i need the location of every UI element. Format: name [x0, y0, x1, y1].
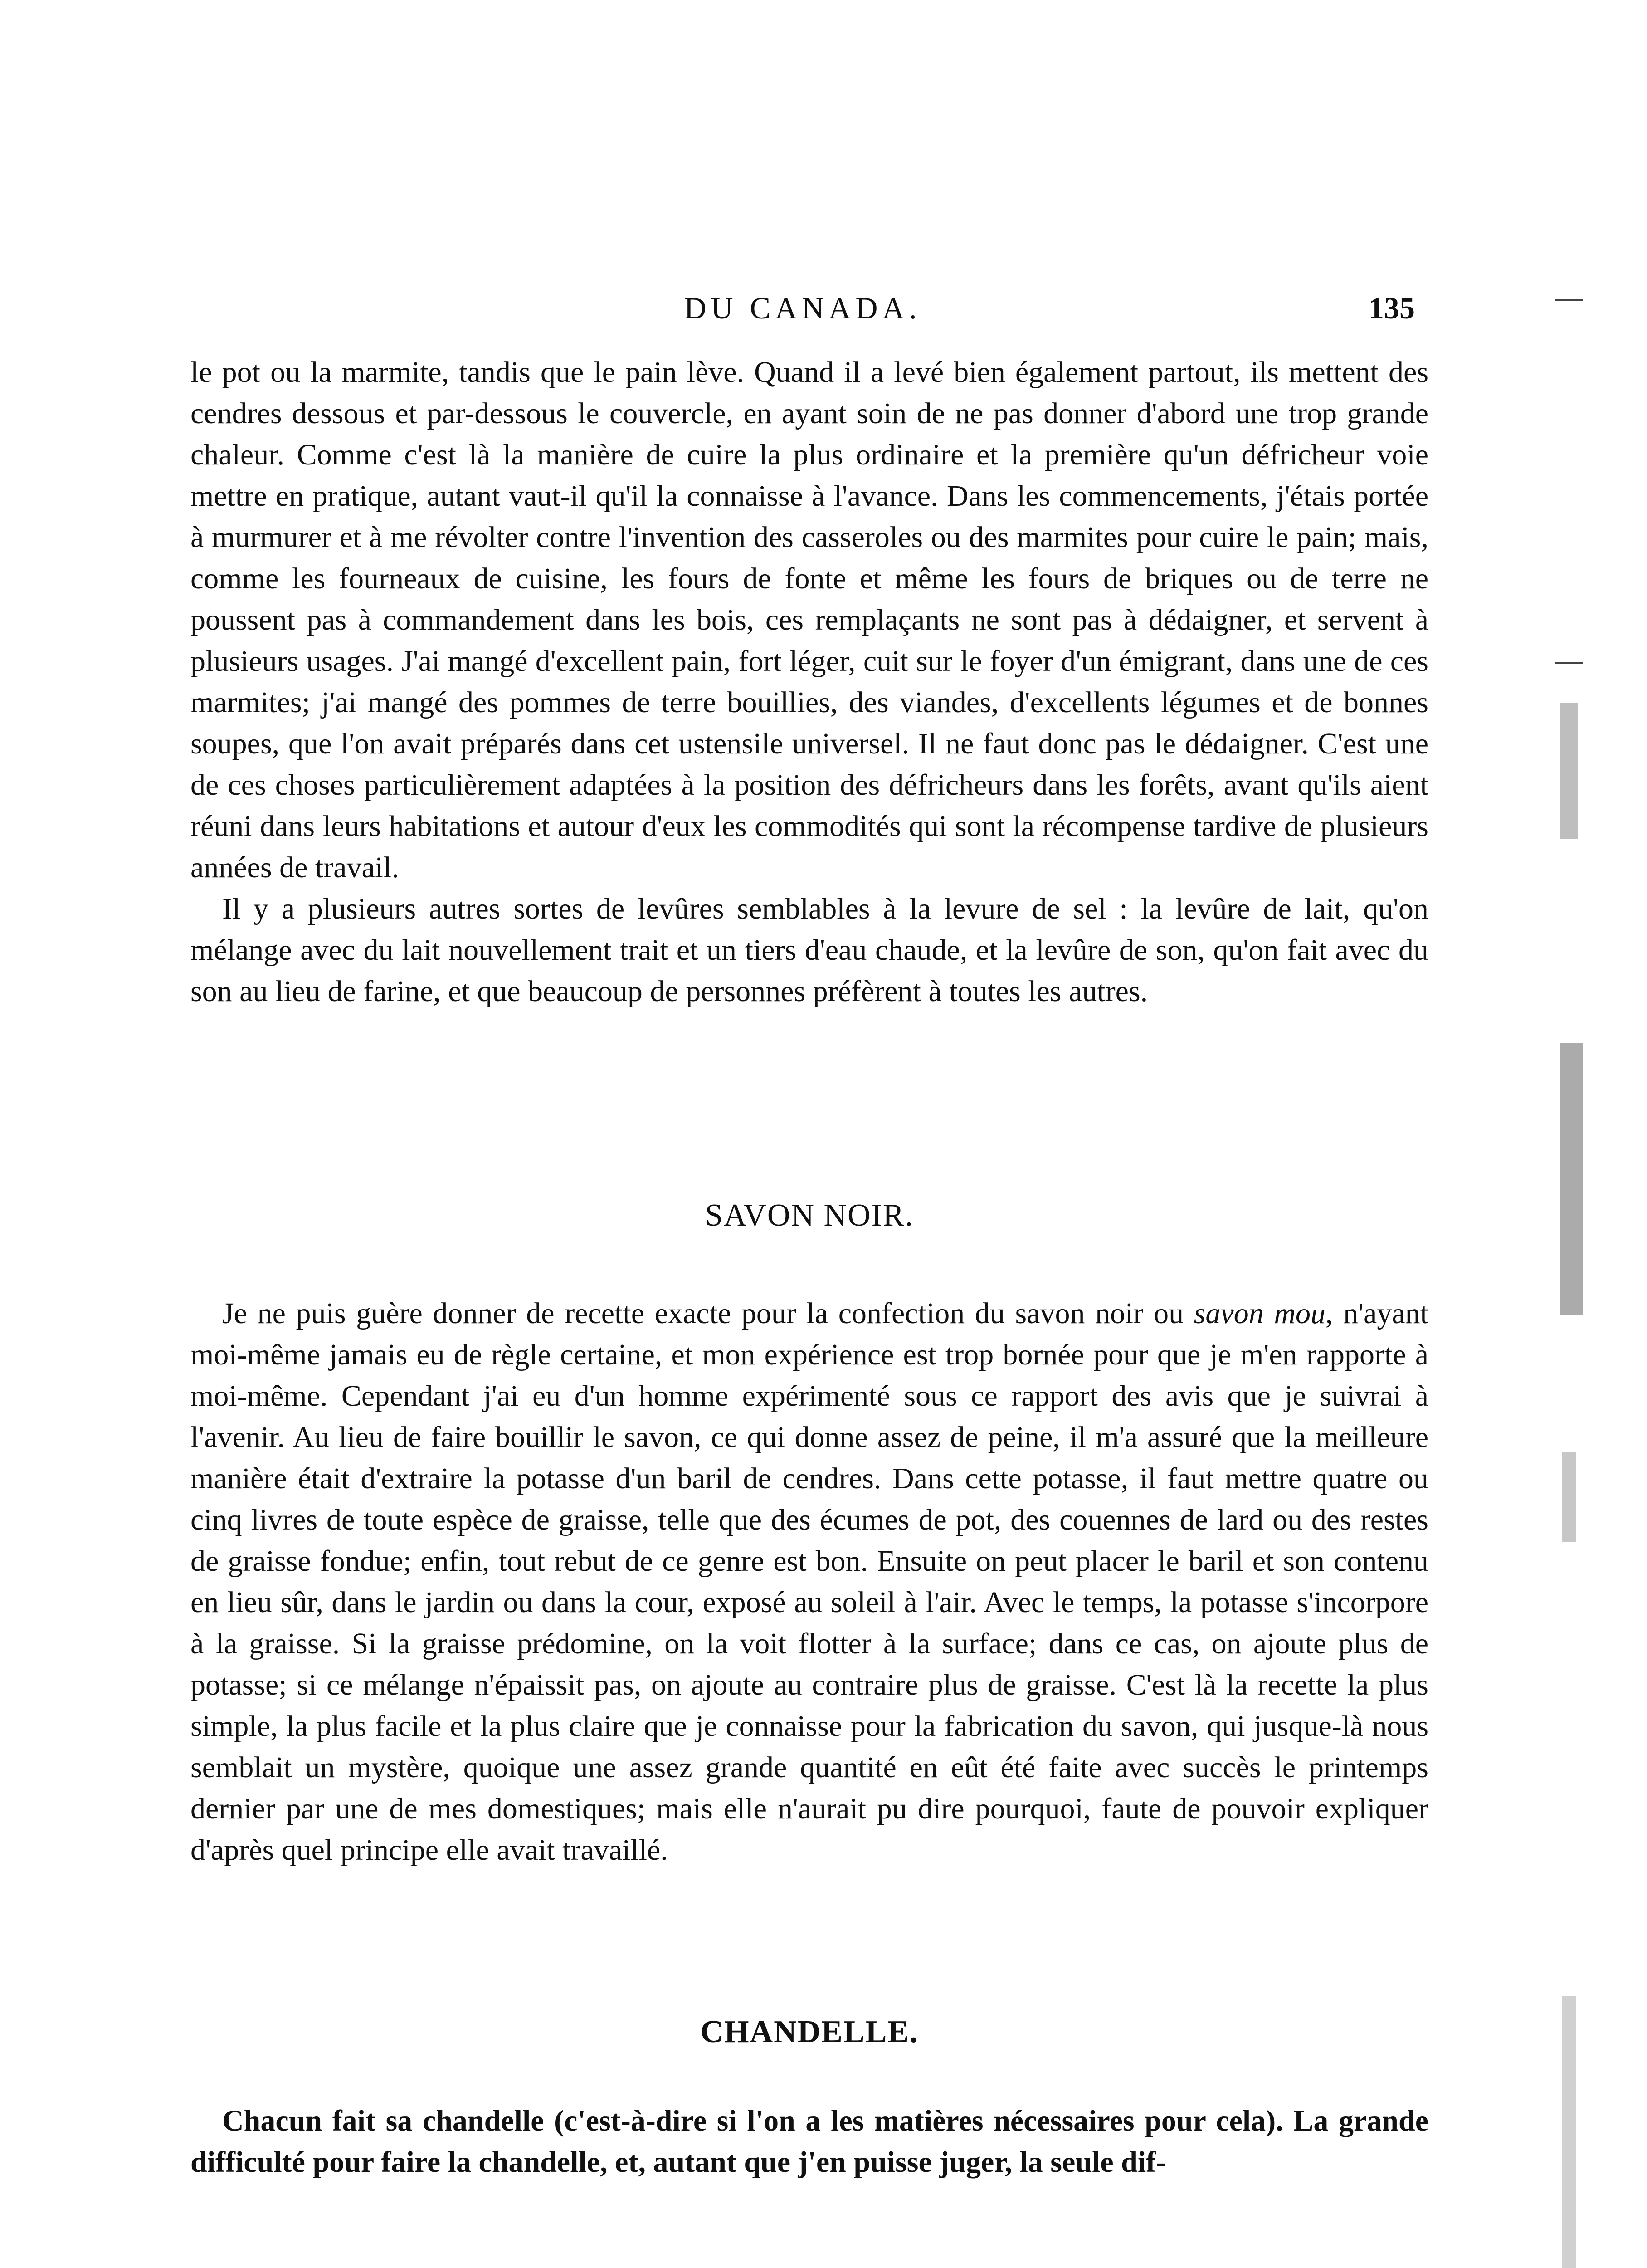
paragraph-yeast-types: Il y a plusieurs autres sortes de levûres semblables à la levure de sel : la levûre de lait, qu'on mélange avec du lait nouvellement trait et un tiers d'eau chaude, et la levûre de son, qu'on fait avec du son au lieu de farine, et que beaucoup de personnes préfèrent à toutes les autres.	[190, 892, 1428, 1008]
paragraph-savon-part2: , n'ayant moi-même jamais eu de règle certaine, et mon expérience est trop bornée pour que je m'en rapporte à moi-même. Cependant j'ai eu d'un homme expérimenté sous ce rapport des avis que je suivrai à l'avenir. Au lieu de faire bouillir le savon, ce qui donne assez de peine, il m'a assuré que la meilleure manière était d'extraire la potasse d'un baril de cendres. Dans cette potasse, il faut mettre quatre ou cinq livres de toute espèce de graisse, telle que des écumes de pot, des couennes de lard ou des restes de graisse fondue; enfin, tout rebut de ce genre est bon. Ensuite on peut placer le baril et son contenu en lieu sûr, dans le jardin ou dans la cour, exposé au soleil à l'air. Avec le temps, la potasse s'incorpore à la graisse. Si la graisse prédomine, on la voit flotter à la surface; dans ce cas, on ajoute plus de potasse; si ce mélange n'épaissit pas, on ajoute au contraire plus de graisse. C'est là la recette la plus simple, la plus facile et la plus claire que je connaisse pour la fabrication du savon, qui jusque-là nous semblait un mystère, quoique une assez grande quantité en eût été faite avec succès le printemps dernier par une de mes domestiques; mais elle n'aurait pu dire pourquoi, faute de pouvoir expliquer d'après quel principe elle avait travaillé.	[190, 1297, 1428, 1867]
heading-savon-noir: SAVON NOIR.	[705, 1198, 914, 1233]
paragraph-savon-italic: savon mou	[1194, 1297, 1326, 1330]
paragraph-bread-baking: le pot ou la marmite, tandis que le pain lève. Quand il a levé bien également partout, ils mettent des cendres dessous et par-dessous le couvercle, en ayant soin de ne pas donner d'abord une trop grande chaleur. Comme c'est là la manière de cuire la plus ordinaire et la première qu'un défricheur voie mettre en pratique, autant vaut-il qu'il la connaisse à l'avance. Dans les commencements, j'étais portée à murmurer et à me révolter contre l'invention des casseroles ou des marmites pour cuire le pain; mais, comme les fourneaux de cuisine, les fours de fonte et même les fours de briques ou de terre ne poussent pas à commandement dans les bois, ces remplaçants ne sont pas à dédaigner, et servent à plusieurs usages. J'ai mangé d'excellent pain, fort léger, cuit sur le foyer d'un émigrant, dans une de ces marmites; j'ai mangé des pommes de terre bouillies, des viandes, d'excellents légumes et de bonnes soupes, que l'on avait préparés dans cet ustensile universel. Il ne faut donc pas le dédaigner. C'est une de ces choses particulièrement adaptées à la position des défricheurs dans les forêts, avant qu'ils aient réuni dans leurs habitations et autour d'eux les commodités qui sont la récompense tardive de plusieurs années de travail.	[190, 356, 1428, 884]
scan-mark	[1560, 703, 1578, 839]
section-savon-noir	[190, 1293, 1428, 1871]
page-header	[190, 290, 1415, 336]
scan-mark	[1555, 662, 1583, 664]
scan-mark	[1562, 1996, 1576, 2268]
running-title: DU CANADA.	[684, 291, 921, 325]
scan-mark	[1562, 1452, 1576, 1542]
paragraph-savon-noir	[190, 1293, 1428, 1871]
scan-margin-artifacts	[1551, 45, 1614, 2268]
page-number: 135	[1369, 291, 1415, 325]
paragraph-savon-part1: Je ne puis guère donner de recette exacte pour la confection du savon noir ou	[222, 1297, 1194, 1330]
scan-mark	[1560, 1043, 1583, 1315]
section-bread-continued	[190, 352, 1428, 1012]
section-chandelle	[190, 2100, 1428, 2183]
scan-mark	[1555, 299, 1583, 301]
heading-chandelle: CHANDELLE.	[700, 2014, 919, 2049]
paragraph-chandelle: Chacun fait sa chandelle (c'est-à-dire si l'on a les matières nécessaires pour cela). La grande difficulté pour faire la chandelle, et, autant que j'en puisse juger, la seule dif-	[190, 2104, 1428, 2179]
